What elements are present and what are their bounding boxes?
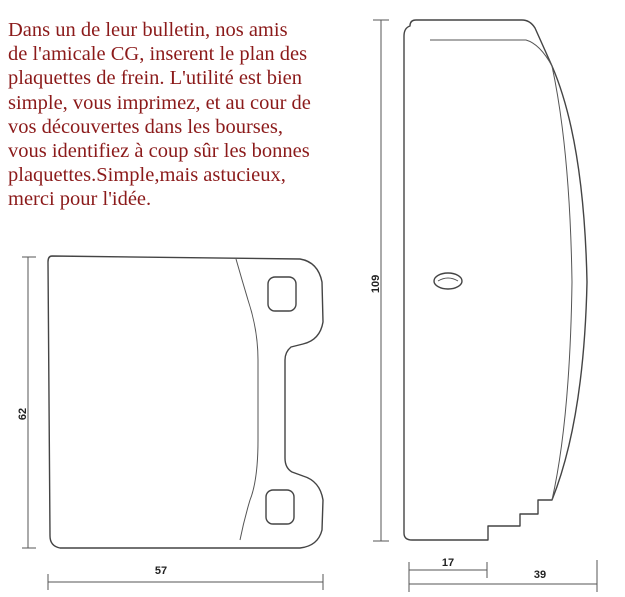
dim-label-39: 39	[533, 569, 547, 581]
dim-label-17: 17	[441, 557, 455, 569]
caption-line: vos découvertes dans les bourses,	[8, 115, 283, 138]
caption-line: plaquettes de frein. L'utilité est bien	[8, 67, 303, 90]
dimension-right-pad-thickness	[409, 560, 597, 592]
left-pad-top-slot	[268, 277, 296, 311]
dim-label-62: 62	[17, 407, 29, 421]
caption-line: simple, vous imprimez, et au cour de	[8, 91, 311, 114]
left-pad-bottom-slot	[266, 490, 294, 524]
caption-line: Dans un de leur bulletin, nos amis	[8, 19, 288, 41]
left-pad-outline	[48, 256, 323, 548]
dim-label-109: 109	[370, 274, 382, 294]
dim-label-57: 57	[154, 565, 168, 577]
right-pad-hole-detail	[438, 278, 458, 281]
dimension-left-pad-width	[48, 565, 323, 590]
right-pad-inner-line	[430, 40, 572, 500]
caption-line: de l'amicale CG, inserent le plan des	[8, 43, 308, 66]
right-brake-pad	[404, 20, 587, 540]
caption-line: plaquettes.Simple,mais astucieux,	[8, 164, 286, 187]
dimension-right-pad-height	[370, 20, 389, 541]
dimension-right-pad-tab	[409, 557, 487, 578]
left-brake-pad	[48, 256, 323, 548]
dimension-left-pad-height	[17, 257, 36, 548]
left-pad-inner-line	[236, 259, 258, 540]
caption-line: vous identifiez à coup sûr les bonnes	[8, 140, 310, 163]
caption-line: merci pour l'idée.	[8, 188, 152, 211]
